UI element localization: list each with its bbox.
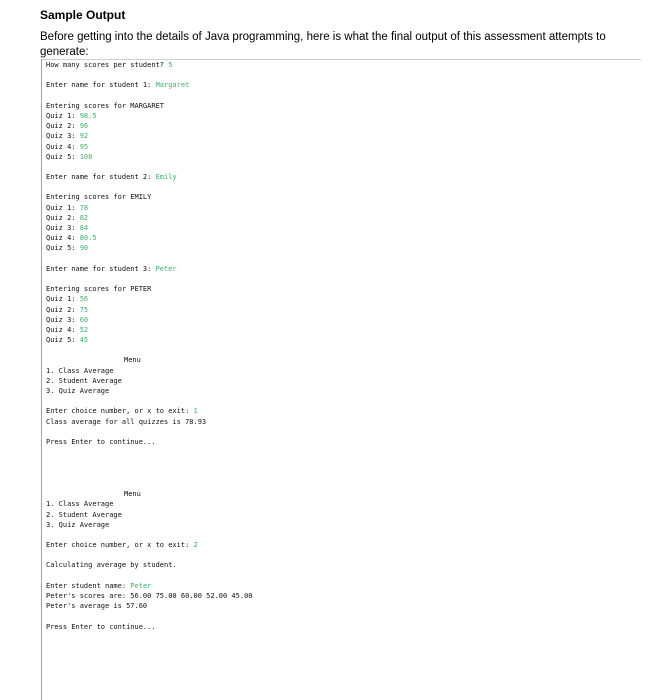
menu-item: 1. Class Average [46,366,114,375]
user-input: 95 [79,142,89,151]
menu-item: 3. Quiz Average [46,387,110,395]
user-input: Peter [130,581,152,590]
quiz-label: Quiz 1: [46,111,80,120]
menu-title: Menu [124,356,141,365]
console-line [46,60,641,70]
quiz-label: Quiz 3: [46,224,80,232]
console-line: Press Enter to continue... [46,437,156,446]
prompt-text: Enter choice number, or x to exit: [46,407,194,416]
prompt-text: Enter name for student 2: [46,173,156,182]
console-line: Peter's average is 57.60 [46,602,148,611]
intro-paragraph: Before getting into the details of Java programming, here is what the final output of this assessment attempts to generate: [40,31,606,58]
user-input: 92 [79,132,89,141]
console-line [46,335,641,345]
console-line: Entering scores for MARGARET [46,101,165,110]
console-line: Peter's scores are: 56.00 75.00 60.00 52.00 45.00 [46,592,253,600]
quiz-label: Quiz 3: [46,315,80,324]
console-line [46,325,641,335]
console-line [46,406,641,416]
menu-title: Menu [124,490,141,499]
console-line [46,581,641,591]
console-line [46,243,641,253]
menu-item: 1. Class Average [46,500,114,509]
quiz-label: Quiz 5: [46,152,80,161]
console-line [46,315,641,325]
quiz-label: Quiz 1: [46,203,80,212]
user-input: Peter [155,264,177,273]
console-line [46,121,641,131]
quiz-label: Quiz 3: [46,132,80,141]
console-line [46,131,641,141]
console-line: Entering scores for PETER [46,285,152,294]
user-input: 45 [79,336,89,345]
prompt-text: How many scores per student? [46,61,169,69]
user-input: 60 [79,315,89,324]
menu-item: 2. Student Average [46,510,122,519]
console-line: Press Enter to continue... [46,622,156,631]
user-input: 52 [79,325,89,334]
console-line [46,540,641,550]
console-line [46,111,641,121]
quiz-label: Quiz 5: [46,244,80,253]
console-line [46,294,641,304]
prompt-text: Enter name for student 3: [46,264,156,273]
user-input: 100 [79,152,93,161]
user-input: 1 [193,407,198,416]
quiz-label: Quiz 2: [46,305,80,314]
user-input: Margaret [155,81,190,90]
quiz-label: Quiz 4: [46,142,80,151]
prompt-text: Enter student name: [46,581,131,590]
console-line [46,233,641,243]
user-input: 90 [79,244,89,253]
user-input: 2 [193,541,198,550]
user-input: Emily [155,173,177,182]
quiz-label: Quiz 2: [46,213,80,222]
console-line [46,80,641,90]
quiz-label: Quiz 4: [46,234,80,243]
console-line: Calculating average by student. [46,561,177,570]
user-input: 56 [79,295,89,304]
quiz-label: Quiz 2: [46,122,80,131]
console-line [46,152,641,162]
console-line [46,142,641,152]
console-line [46,203,641,213]
quiz-label: Quiz 5: [46,336,80,345]
menu-item: 2. Student Average [46,376,122,385]
user-input: 78 [79,203,89,212]
console-line [46,213,641,223]
user-input: 84 [79,224,89,232]
console-line [46,223,641,233]
quiz-label: Quiz 4: [46,325,80,334]
prompt-text: Enter name for student 1: [46,81,156,90]
quiz-label: Quiz 1: [46,295,80,304]
user-input: 98.5 [79,111,97,120]
prompt-text: Enter choice number, or x to exit: [46,541,194,550]
user-input: 96 [79,122,89,131]
menu-item: 3. Quiz Average [46,520,110,529]
console-output [41,59,641,700]
console-line [46,172,641,182]
console-line: Entering scores for EMILY [46,193,152,202]
user-input: 82 [79,213,89,222]
section-heading: Sample Output [40,8,126,22]
user-input: 80.5 [79,234,97,243]
console-line: Class average for all quizzes is 78.93 [46,417,207,426]
console-line [46,305,641,315]
user-input: 75 [79,305,89,314]
console-line [46,264,641,274]
user-input: 5 [168,61,173,69]
